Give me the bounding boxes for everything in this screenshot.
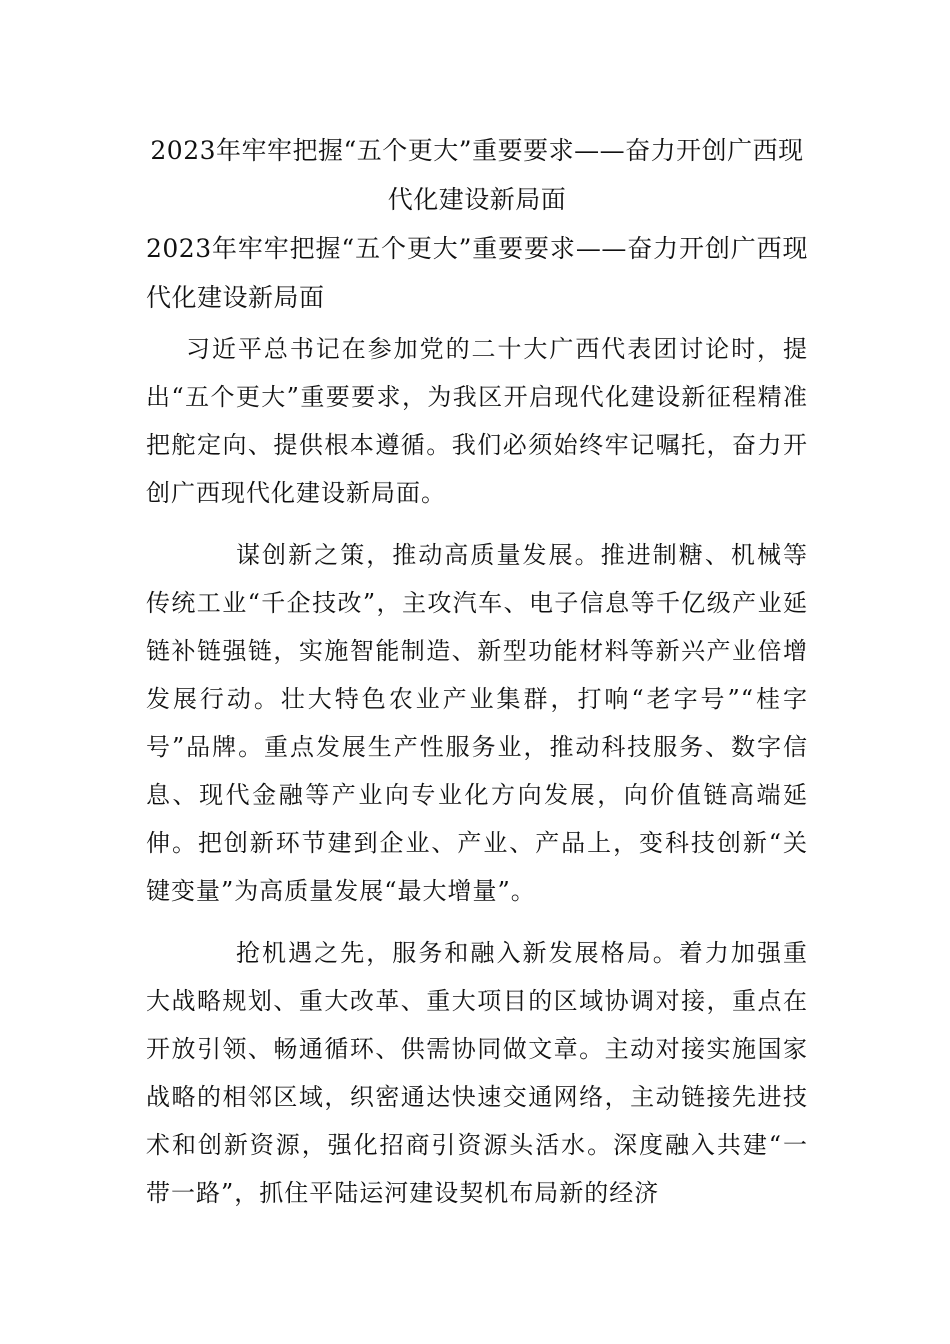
paragraph-opportunity: 抢机遇之先，服务和融入新发展格局。着力加强重大战略规划、重大改革、重大项目的区域协调对接，重点在开放引领、畅通循环、供需协同做文章。主动对接实施国家战略的相邻区域，织密通达快速交通网络，主动链接先进技术和创新资源，强化招商引资源头活水。深度融入共建“一带一路”，抓住平陆运河建设契机布局新的经济 (146, 939, 808, 1207)
document-subtitle: 2023年牢牢把握“五个更大”重要要求——奋力开创广西现代化建设新局面 (146, 234, 808, 312)
document-title: 2023年牢牢把握“五个更大”重要要求——奋力开创广西现代化建设新局面 (150, 136, 804, 214)
document-page (146, 126, 808, 1217)
paragraph-innovation: 谋创新之策，推动高质量发展。推进制糖、机械等传统工业“千企技改”，主攻汽车、电子信息等千亿级产业延链补链强链，实施智能制造、新型功能材料等新兴产业倍增发展行动。壮大特色农业产业集群，打响“老字号”“桂字号”品牌。重点发展生产性服务业，推动科技服务、数字信息、现代金融等产业向专业化方向发展，向价值链高端延伸。把创新环节建到企业、产业、产品上，变科技创新“关键变量”为高质量发展“最大增量”。 (146, 541, 808, 905)
paragraph-intro: 习近平总书记在参加党的二十大广西代表团讨论时，提出“五个更大”重要要求，为我区开启现代化建设新征程精准把舵定向、提供根本遵循。我们必须始终牢记嘱托，奋力开创广西现代化建设新局面。 (146, 335, 808, 507)
